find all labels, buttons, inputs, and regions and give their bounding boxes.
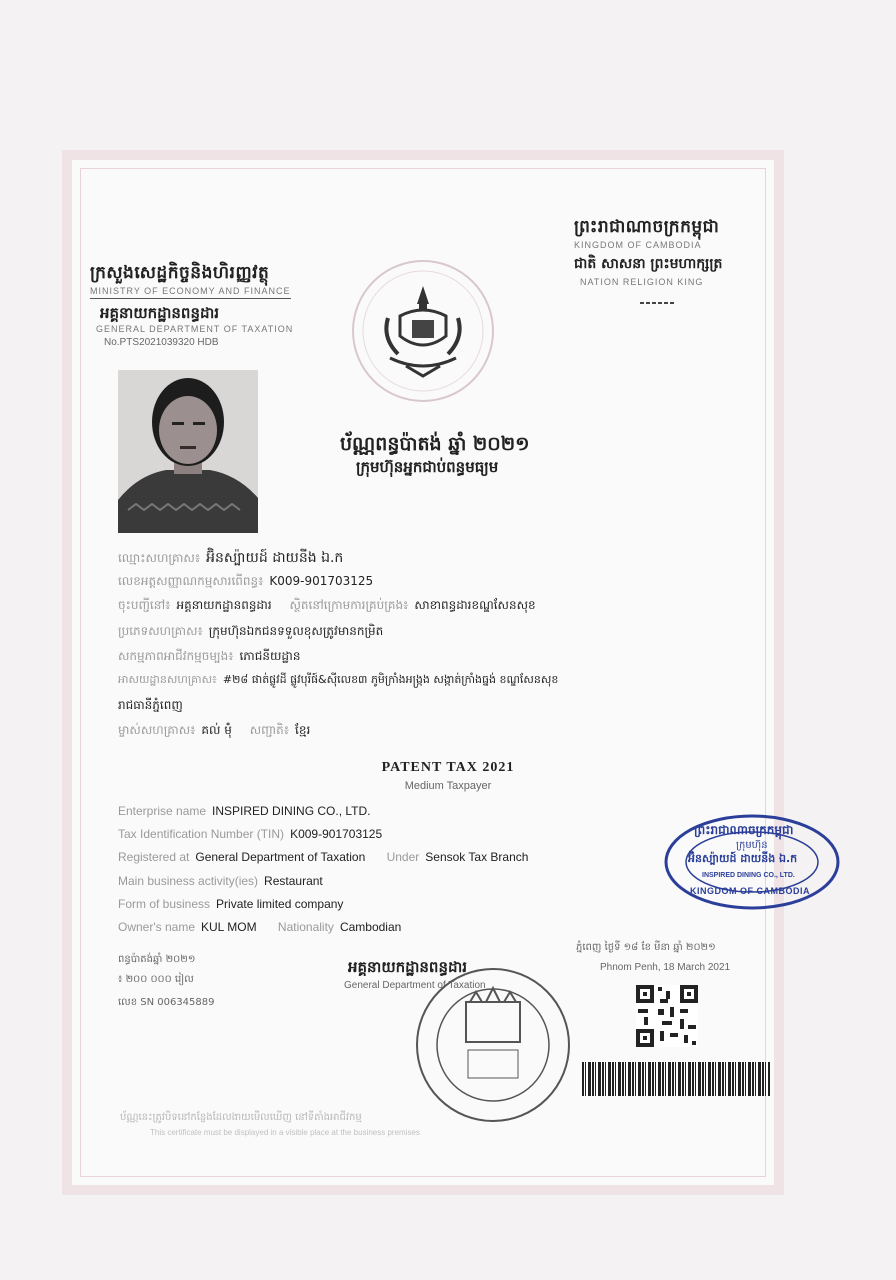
km-row-activity bbox=[118, 648, 300, 666]
motto-ornament bbox=[640, 292, 674, 296]
en-label-registered: Registered at bbox=[118, 850, 190, 864]
km-value-activity: ភោជនីយដ្ឋាន bbox=[239, 649, 301, 663]
en-label-tin: Tax Identification Number (TIN) bbox=[118, 827, 285, 841]
km-row-enterprise bbox=[118, 548, 343, 569]
en-value-under: Sensok Tax Branch bbox=[425, 850, 529, 864]
department-km: អគ្គនាយកដ្ឋានពន្ធដារ bbox=[100, 304, 220, 322]
en-value-tin: K009-901703125 bbox=[290, 827, 383, 841]
en-label-enterprise: Enterprise name bbox=[118, 804, 207, 818]
fee-line-2: ៖ ២០០ ០០០ រៀល bbox=[118, 974, 194, 985]
en-value-form: Private limited company bbox=[216, 897, 344, 911]
serial-number: លេខ SN 006345889 bbox=[118, 997, 215, 1008]
footer-en: This certificate must be displayed in a visible place at the business premises bbox=[150, 1128, 420, 1137]
km-value-registered: អគ្គនាយកដ្ឋានពន្ធដារ bbox=[176, 598, 272, 612]
en-value-enterprise: INSPIRED DINING CO., LTD. bbox=[212, 804, 371, 818]
km-row-tin bbox=[118, 573, 373, 591]
en-value-owner: KUL MOM bbox=[201, 920, 257, 934]
km-value-nationality: ខ្មែរ bbox=[295, 723, 311, 737]
km-label-owner: ម្ចាស់សហគ្រាស៖ bbox=[118, 723, 196, 737]
fee-line-1: ពន្ធប៉ាតង់ឆ្នាំ ២០២១ bbox=[118, 954, 196, 965]
km-value-tin: K009-901703125 bbox=[269, 574, 374, 588]
stamp-bottom-en: KINGDOM OF CAMBODIA bbox=[690, 886, 810, 896]
stamp-name-km: អ៊ិនស្ប៉ាយដ៍ ដាយនីង ឯ.ក bbox=[688, 852, 798, 865]
stamp-name-en: INSPIRED DINING CO., LTD. bbox=[702, 872, 795, 879]
issue-date-en: Phnom Penh, 18 March 2021 bbox=[600, 962, 731, 973]
km-row-address bbox=[118, 673, 558, 689]
en-row-activity bbox=[118, 874, 323, 888]
en-row-enterprise bbox=[118, 804, 371, 818]
km-value-address-line2: រាជធានីភ្នំពេញ bbox=[118, 698, 183, 712]
english-subtitle: Medium Taxpayer bbox=[404, 780, 492, 792]
motto-km: ជាតិ សាសនា ព្រះមហាក្សត្រ bbox=[574, 256, 723, 272]
title-km: ប័ណ្ណពន្ធប៉ាតង់ ឆ្នាំ ២០២១ bbox=[340, 433, 530, 455]
km-value-address: #២៨ ផាត់ផ្លូវដី ផ្លូវបុរីផ៍&ស៊ីលេខ៣ ភូមិក្រាំងអង្រ្កង សង្កាត់ក្រាំងធ្នង់ ខណ្ឌសែនសុខ bbox=[222, 673, 559, 686]
en-label-form: Form of business bbox=[118, 897, 211, 911]
km-label-registered: ចុះបញ្ជីនៅ៖ bbox=[118, 598, 171, 612]
en-value-activity: Restaurant bbox=[264, 874, 323, 888]
en-value-registered: General Department of Taxation bbox=[195, 850, 366, 864]
motto-en: NATION RELIGION KING bbox=[580, 277, 704, 287]
km-value-enterprise: អ៊ិនស្ប៉ាយដ៍ ដាយនីង ឯ.ក bbox=[206, 550, 344, 566]
barcode bbox=[582, 1062, 770, 1096]
qr-code bbox=[636, 985, 698, 1047]
en-label-activity: Main business activity(ies) bbox=[118, 874, 259, 888]
en-value-nationality: Cambodian bbox=[339, 920, 402, 934]
km-value-owner: គល់ ម៉ុំ bbox=[201, 723, 232, 737]
km-row-form bbox=[118, 623, 383, 641]
signature-dept-en: General Department of Taxation bbox=[344, 980, 486, 991]
subtitle-km: ក្រុមហ៊ុនអ្នកជាប់ពន្ធមធ្យម bbox=[356, 458, 499, 476]
km-label-nationality: សញ្ជាតិ៖ bbox=[249, 723, 290, 737]
km-value-under: សាខាពន្ធដារខណ្ឌសែនសុខ bbox=[414, 598, 536, 612]
kingdom-km: ព្រះរាជាណាចក្រកម្ពុជា bbox=[574, 217, 720, 237]
km-label-form: ប្រភេទសហគ្រាស៖ bbox=[118, 624, 203, 638]
stamp-mid-km: ក្រុមហ៊ុន bbox=[736, 840, 768, 851]
km-label-tin: លេខអត្តសញ្ញាណកម្មសារពើពន្ធ៖ bbox=[118, 574, 264, 588]
english-title: PATENT TAX 2021 bbox=[381, 760, 515, 775]
en-label-under: Under bbox=[386, 850, 420, 864]
kingdom-en: KINGDOM OF CAMBODIA bbox=[574, 240, 702, 250]
department-en: GENERAL DEPARTMENT OF TAXATION bbox=[96, 324, 294, 334]
km-value-form: ក្រុមហ៊ុនឯកជនទទួលខុសត្រូវមានកម្រិត bbox=[208, 624, 384, 638]
ministry-en: MINISTRY OF ECONOMY AND FINANCE bbox=[90, 286, 291, 299]
en-row-form bbox=[118, 897, 343, 911]
km-label-activity: សកម្មភាពអាជីវកម្មចម្បង៖ bbox=[118, 649, 234, 663]
official-seal bbox=[414, 966, 572, 1124]
royal-coat-of-arms-emblem bbox=[350, 258, 496, 404]
en-row-tin bbox=[118, 827, 382, 841]
issue-date-km: ភ្នំពេញ ថ្ងៃទី ១៨ ខែ មីនា ឆ្នាំ ២០២១ bbox=[576, 942, 716, 953]
km-label-under: ស្ថិតនៅក្រោមការគ្រប់គ្រង៖ bbox=[289, 598, 409, 612]
km-row-registered bbox=[118, 597, 536, 615]
stamp-top-km: ព្រះរាជាណាចក្រកម្ពុជា bbox=[694, 823, 794, 837]
km-label-address: អាសយដ្ឋានសហគ្រាស៖ bbox=[118, 673, 217, 686]
ministry-km: ក្រសួងសេដ្ឋកិច្ចនិងហិរញ្ញវត្ថុ bbox=[90, 263, 270, 283]
footer-km: ប័ណ្ណនេះត្រូវបិទនៅកន្លែងដែលងាយមើលឃើញ នៅទីតាំងអាជីវកម្ម bbox=[120, 1112, 362, 1123]
signature-dept-km: អគ្គនាយកដ្ឋានពន្ធដារ bbox=[348, 958, 468, 976]
km-label-enterprise: ឈ្មោះសហគ្រាស៖ bbox=[118, 551, 201, 565]
reference-number: No.PTS2021039320 HDB bbox=[104, 337, 219, 348]
owner-photo bbox=[118, 370, 258, 533]
en-label-owner: Owner's name bbox=[118, 920, 195, 934]
en-row-registered bbox=[118, 850, 528, 864]
en-row-owner bbox=[118, 920, 401, 934]
en-label-nationality: Nationality bbox=[277, 920, 334, 934]
km-row-owner bbox=[118, 722, 310, 740]
